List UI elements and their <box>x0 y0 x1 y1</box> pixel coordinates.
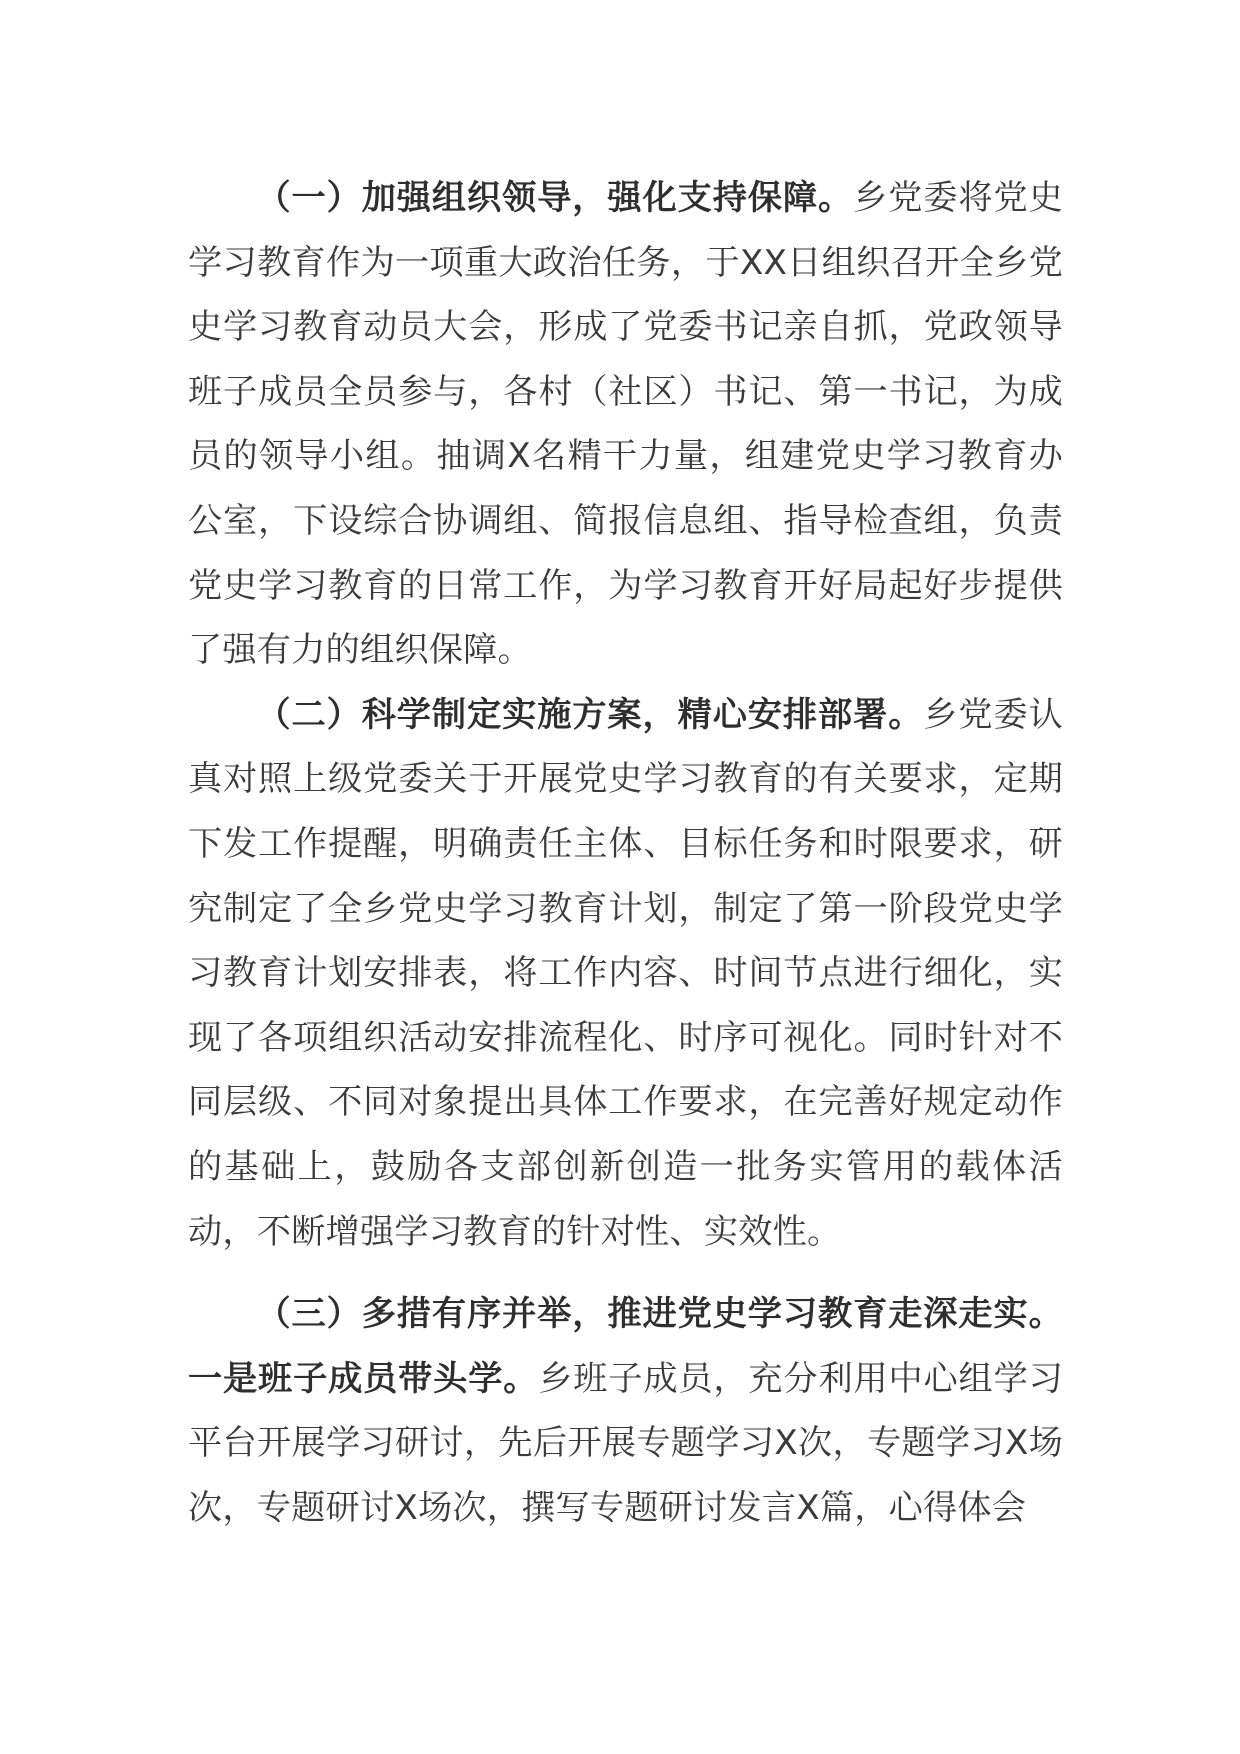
paragraph-implementation-plan <box>188 683 1063 1264</box>
paragraph-heading: （二）科学制定实施方案，精心安排部署。 <box>256 694 924 735</box>
paragraph-heading: （三）多措有序并举，推进党史学习教育走深走实。一是班子成员带头学。 <box>188 1294 1063 1399</box>
paragraph-multiple-measures <box>188 1282 1063 1540</box>
paragraph-organization-leadership <box>188 166 1063 683</box>
paragraph-text: 乡党委将党史学习教育作为一项重大政治任务，于XX日组织召开全乡党史学习教育动员大会，形成了党委书记亲自抓，党政领导班子成员全员参与，各村（社区）书记、第一书记，为成员的领导小组。抽调X名精干力量，组建党史学习教育办公室，下设综合协调组、简报信息组、指导检查组，负责党史学习教育的日常工作，为学习教育开好局起好步提供了强有力的组织保障。 <box>188 178 1064 671</box>
document-body <box>188 166 1063 1540</box>
paragraph-heading: （一）加强组织领导，强化支持保障。 <box>256 178 854 218</box>
paragraph-text: 乡班子成员，充分利用中心组学习平台开展学习研讨，先后开展专题学习X次，专题学习X场次，专题研讨X场次，撰写专题研讨发言X篇，心得体会 <box>188 1358 1063 1528</box>
paragraph-text: 乡党委认真对照上级党委关于开展党史学习教育的有关要求，定期下发工作提醒，明确责任主体、目标任务和时限要求，研究制定了全乡党史学习教育计划，制定了第一阶段党史学习教育计划安排表，将工作内容、时间节点进行细化，实现了各项组织活动安排流程化、时序可视化。同时针对不同层级、不同对象提出具体工作要求，在完善好规定动作的基础上，鼓励各支部创新创造一批务实管用的载体活动，不断增强学习教育的针对性、实效性。 <box>188 694 1063 1252</box>
